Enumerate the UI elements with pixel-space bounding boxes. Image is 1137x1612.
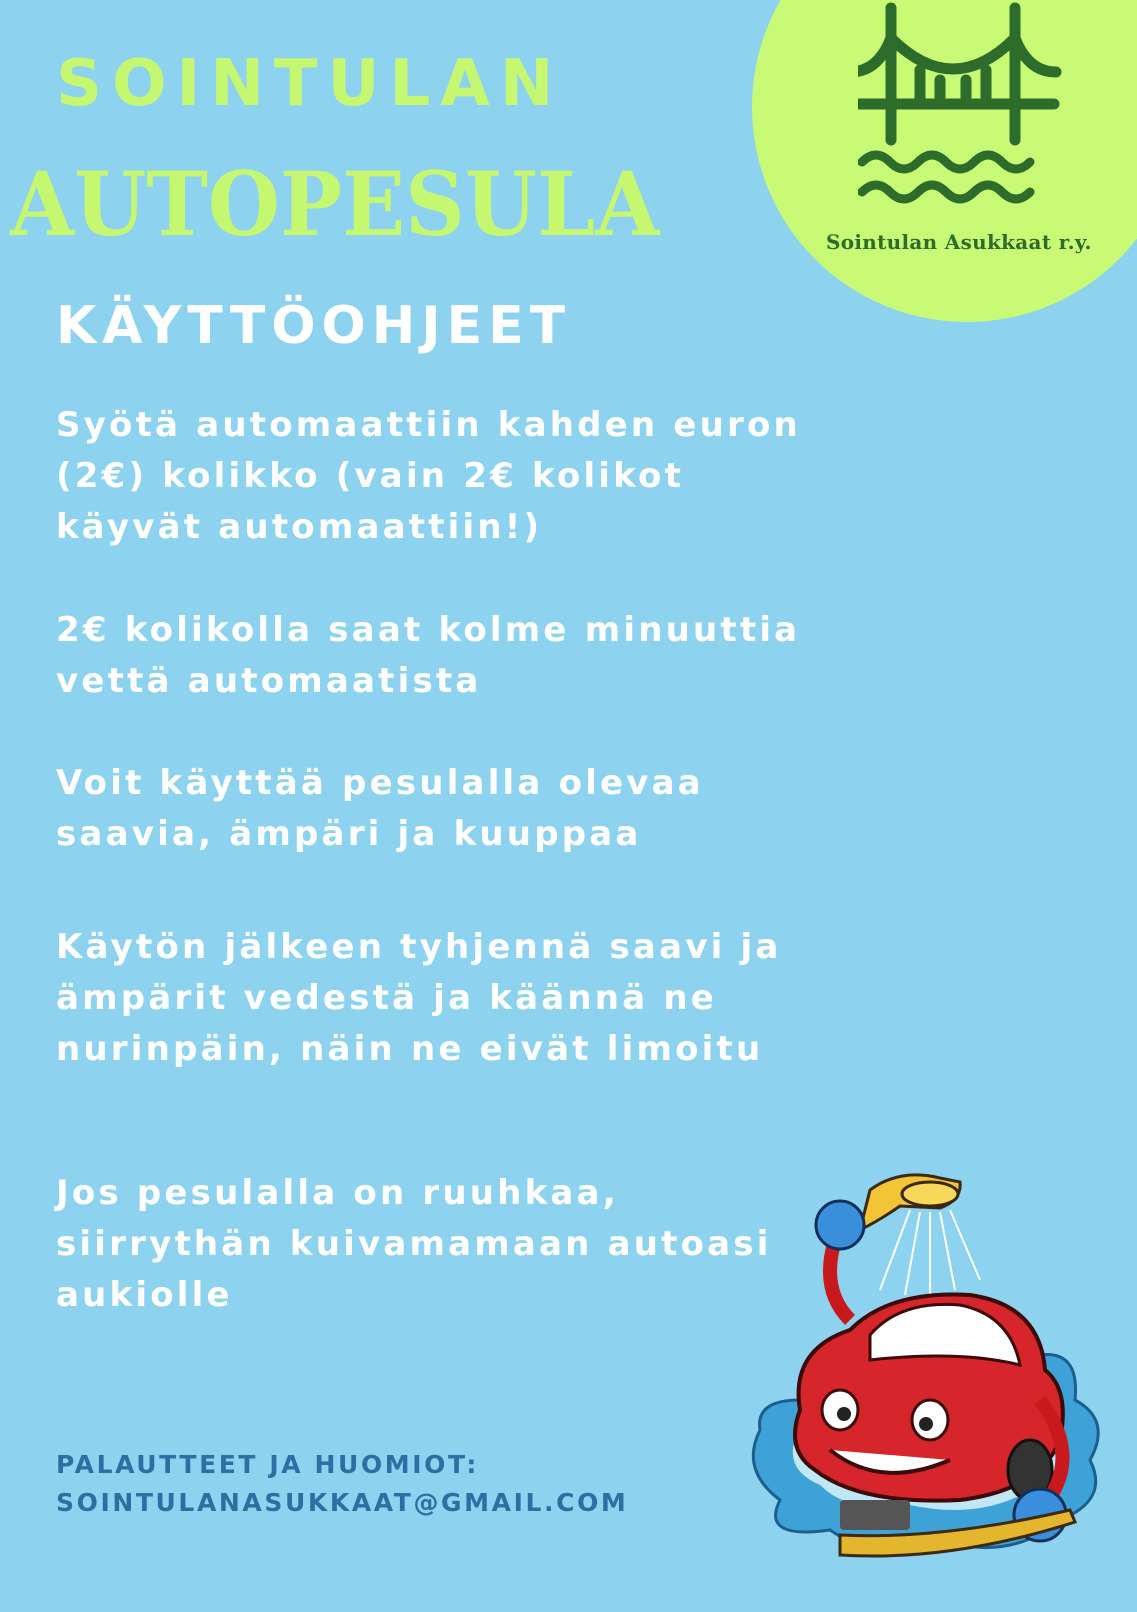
- section-heading: KÄYTTÖOHJEET: [56, 296, 572, 356]
- instruction-paragraph: Syötä automaattiin kahden euron (2€) kolikko (vain 2€ kolikot käyvät automaattiin!): [56, 405, 801, 547]
- footer-contact: [56, 1446, 628, 1522]
- footer-label: PALAUTTEET JA HUOMIOT:: [56, 1450, 479, 1479]
- footer-email: SOINTULANASUKKAAT@GMAIL.COM: [56, 1488, 629, 1517]
- cartoon-car-wash-icon: [740, 1170, 1120, 1590]
- bridge-water-icon: [858, 0, 1068, 210]
- title-small: SOINTULAN: [56, 47, 564, 121]
- instruction-paragraph: Jos pesulalla on ruuhkaa, siirrythän kuivamamaan autoasi aukiolle: [56, 1173, 772, 1315]
- title-big: AUTOPESULA: [10, 152, 660, 256]
- instruction-paragraph: 2€ kolikolla saat kolme minuuttia vettä automaatista: [56, 610, 801, 701]
- instruction-paragraph: Käytön jälkeen tyhjennä saavi ja ämpärit vedestä ja käännä ne nurinpäin, näin ne eivät limoitu: [56, 927, 782, 1069]
- instruction-paragraph: Voit käyttää pesulalla olevaa saavia, ämpäri ja kuuppaa: [56, 763, 704, 854]
- logo-caption: Sointulan Asukkaat r.y.: [826, 230, 1092, 254]
